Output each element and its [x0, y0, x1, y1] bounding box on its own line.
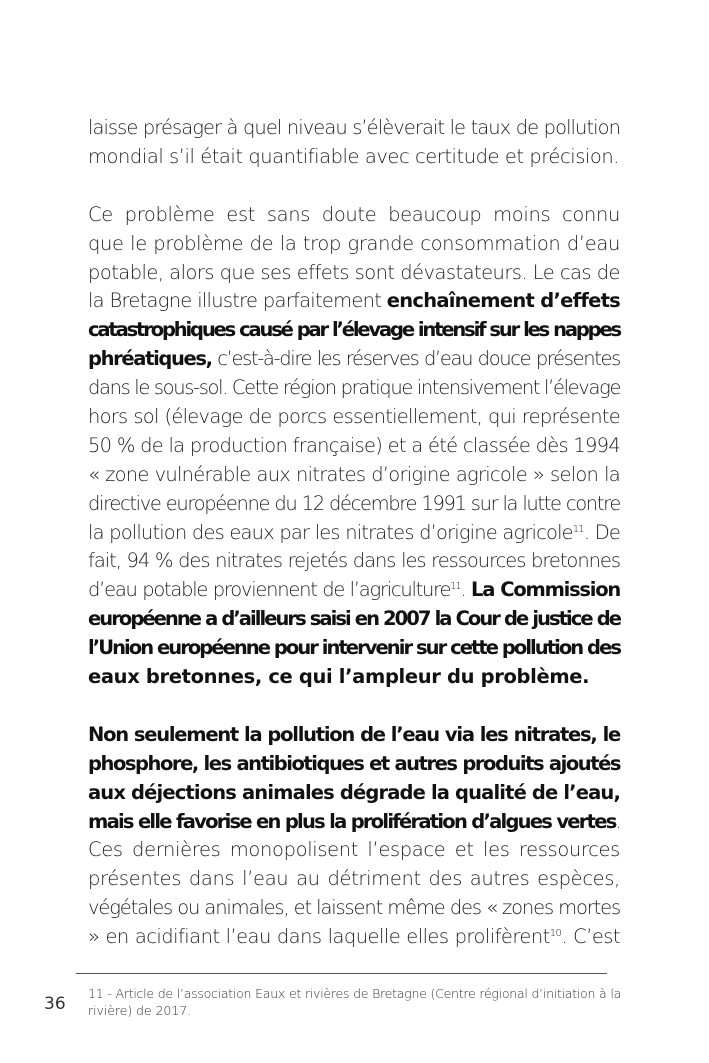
text-segment: . [460, 578, 472, 602]
paragraph-3 [88, 721, 620, 952]
emphasis-line: phosphore, les antibiotiques et autres produits ajoutés [88, 751, 620, 775]
footnote-ref: 11 [572, 523, 584, 535]
text-line: que le problème de la trop grande consommation d’eau [88, 231, 620, 255]
emphasis-line: européenne a d’ailleurs saisi en 2007 la Cour de justice de [88, 607, 620, 631]
text-line [88, 808, 620, 837]
text-line: mondial s’il était quantifiable avec certitude et précision. [88, 144, 620, 168]
text-line: végétales ou animales, et laissent même des « zones mortes [88, 896, 620, 920]
text-line: Ces dernières monopolisent l’espace et les ressources [88, 838, 620, 862]
emphasis-line: catastrophiques causé par l’élevage intensif sur les nappes [88, 318, 620, 342]
text-line: fait, 94 % des nitrates rejetés dans les ressources bretonnes [88, 549, 620, 573]
footnote-divider [76, 973, 607, 974]
footnote-ref: 11 [450, 581, 461, 593]
emphasis-line: Non seulement la pollution de l’eau via les nitrates, le [88, 722, 620, 746]
text-segment: . [615, 809, 620, 833]
text-line: présentes dans l’eau au détriment des autres espèces, [88, 867, 620, 891]
emphasis-line: eaux bretonnes, ce qui l’ampleur du problème. [88, 665, 590, 689]
emphasis-text: phréatiques, [88, 347, 212, 371]
text-segment: d’eau potable proviennent de l’agriculture [88, 578, 451, 602]
footnote-line: 11 - Article de l’association Eaux et rivières de Bretagne (Centre régional d’initiation à la [88, 986, 621, 1001]
text-line: hors sol (élevage de porcs essentiellement, qui représente [88, 405, 620, 429]
page-number: 36 [44, 994, 66, 1014]
text-line: dans le sous-sol. Cette région pratique intensivement l’élevage [88, 376, 621, 400]
text-line: directive européenne du 12 décembre 1991 sur la lutte contre [88, 491, 620, 515]
text-segment: c’est-à-dire les réserves d’eau douce présentes [211, 347, 620, 371]
emphasis-text: La Commission [471, 578, 620, 602]
emphasis-text: mais elle favorise en plus la prolifération d’algues vertes [88, 809, 616, 833]
text-line [88, 345, 620, 374]
text-segment: . C’est [561, 925, 620, 949]
emphasis-line: aux déjections animales dégrade la qualité de l’eau, [88, 780, 621, 804]
text-line: « zone vulnérable aux nitrates d’origine agricole » selon la [88, 462, 620, 486]
text-line [88, 923, 620, 952]
footnote-line: rivière) de 2017. [88, 1003, 192, 1018]
text-line [88, 519, 620, 548]
emphasis-line: l’Union européenne pour intervenir sur cette pollution des [88, 636, 620, 660]
text-line: potable, alors que ses effets sont dévastateurs. Le cas de [88, 260, 620, 284]
text-segment: la pollution des eaux par les nitrates d’origine agricole [88, 520, 573, 544]
paragraph-2 [88, 201, 620, 692]
text-line: 50 % de la production française) et a été classée dès 1994 [88, 433, 620, 457]
text-line: laisse présager à quel niveau s’élèverait le taux de pollution [88, 116, 620, 139]
text-line: Ce problème est sans doute beaucoup moins connu [88, 202, 620, 226]
text-line [88, 576, 620, 605]
text-segment: . De [583, 520, 621, 544]
footnote-ref: 10 [549, 928, 562, 940]
footnote [88, 985, 621, 1019]
body-text [88, 114, 620, 952]
text-line [88, 287, 620, 316]
emphasis-text: enchaînement d’effets [386, 289, 621, 313]
text-segment: la Bretagne illustre parfaitement [88, 289, 387, 313]
text-segment: » en acidifiant l’eau dans laquelle elles prolifèrent [88, 925, 550, 949]
paragraph-1 [88, 114, 620, 172]
